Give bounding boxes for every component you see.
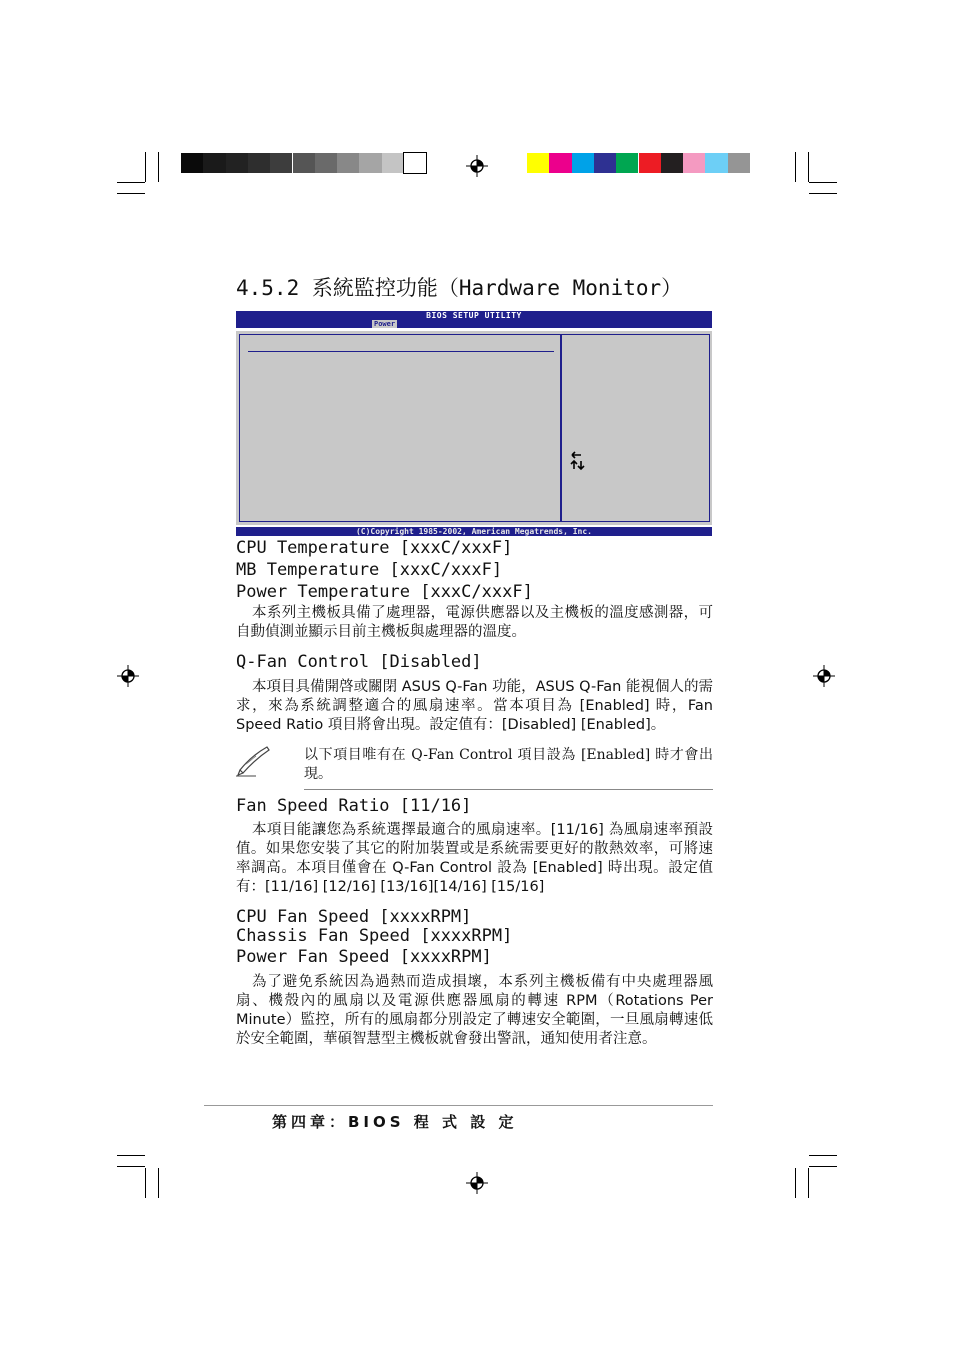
color-swatch <box>248 153 270 173</box>
crop-mark <box>808 1168 809 1198</box>
mb-temperature-heading: MB Temperature [xxxC/xxxF] <box>236 560 503 580</box>
bios-divider <box>248 351 554 352</box>
color-swatch <box>226 153 248 173</box>
color-swatch <box>616 153 638 173</box>
power-fan-speed-heading: Power Fan Speed [xxxxRPM] <box>236 947 492 967</box>
section-title: 4.5.2 系統監控功能（Hardware Monitor） <box>236 276 683 300</box>
bios-main-panel <box>239 334 561 522</box>
crop-mark <box>117 1155 145 1156</box>
crop-mark <box>795 1168 796 1198</box>
chassis-fan-speed-heading: Chassis Fan Speed [xxxxRPM] <box>236 926 513 946</box>
color-swatch <box>315 153 337 173</box>
bios-body <box>236 331 712 525</box>
color-swatch <box>594 153 616 173</box>
crop-mark <box>145 1168 146 1198</box>
crop-mark <box>809 193 837 194</box>
color-swatch <box>404 153 426 173</box>
color-swatch <box>293 153 315 173</box>
cpu-fan-speed-heading: CPU Fan Speed [xxxxRPM] <box>236 907 472 927</box>
bios-copyright: (C)Copyright 1985-2002, American Megatrends, Inc. <box>236 527 712 536</box>
color-swatch <box>705 153 727 173</box>
bios-title: BIOS SETUP UTILITY <box>426 311 522 320</box>
crop-mark <box>809 182 837 183</box>
crop-mark <box>809 1155 837 1156</box>
color-swatch <box>337 153 359 173</box>
crop-mark <box>117 182 145 183</box>
crop-mark <box>145 152 146 182</box>
color-swatch <box>639 153 661 173</box>
cpu-temperature-heading: CPU Temperature [xxxC/xxxF] <box>236 538 513 558</box>
registration-mark-icon <box>466 155 488 177</box>
color-swatch <box>661 153 683 173</box>
crop-mark <box>808 152 809 182</box>
chapter-footer: 第四章：BIOS 程 式 設 定 <box>272 1113 518 1131</box>
registration-mark-icon <box>117 665 139 687</box>
color-swatch <box>181 153 203 173</box>
arrows-icon <box>570 451 586 471</box>
color-swatch <box>527 153 549 173</box>
footer-divider <box>204 1105 713 1106</box>
crop-mark <box>117 1166 145 1167</box>
crop-mark <box>809 1166 837 1167</box>
power-temperature-heading: Power Temperature [xxxC/xxxF] <box>236 582 533 602</box>
crop-mark <box>158 152 159 182</box>
color-swatch <box>572 153 594 173</box>
color-swatch <box>359 153 381 173</box>
color-swatch <box>270 153 292 173</box>
fan-speed-description: 為了避免系統因為過熱而造成損壞，本系列主機板備有中央處理器風扇、機殼內的風扇以及電源供應器風扇的轉速 RPM（Rotations Per Minute）監控，所有的風扇都分別設定了轉速安全範圍，一旦風扇轉速低於安全範圍，華碩智慧型主機板就會發出警訊，通知使用者注意。 <box>236 974 713 1047</box>
temperature-description: 本系列主機板具備了處理器，電源供應器以及主機板的溫度感測器，可自動偵測並顯示目前主機板與處理器的溫度。 <box>236 605 713 640</box>
registration-mark-icon <box>813 665 835 687</box>
crop-mark <box>795 152 796 182</box>
bios-tab-power[interactable]: Power <box>374 320 396 328</box>
color-swatch <box>728 153 750 173</box>
color-swatch <box>683 153 705 173</box>
fan-speed-ratio-description: 本項目能讓您為系統選擇最適合的風扇速率。[11/16] 為風扇速率預設值。如果您安裝了其它的附加裝置或是系統需要更好的散熱效率，可將速率調高。本項目僅會在 Q-Fan Control 設為 [Enabled] 時出現。設定值有：[11/16] [12/16] [13/16][14/16] [15/16] <box>236 822 713 895</box>
qfan-description: 本項目具備開啓或關閉 ASUS Q-Fan 功能，ASUS Q-Fan 能視個人的需求，來為系統調整適合的風扇速率。當本項目為 [Enabled] 時，Fan Speed Ratio 項目將會出現。設定值有：[Disabled] [Enabled]。 <box>236 679 713 733</box>
registration-mark-icon <box>466 1172 488 1194</box>
color-swatch <box>549 153 571 173</box>
bios-help-panel <box>561 334 710 522</box>
color-swatch <box>382 153 404 173</box>
crop-mark <box>158 1168 159 1198</box>
bios-header <box>236 311 712 328</box>
crop-mark <box>117 193 145 194</box>
note-pen-icon <box>234 744 274 778</box>
color-swatch <box>203 153 225 173</box>
note-text: 以下項目唯有在 Q-Fan Control 項目設為 [Enabled] 時才會出現。 <box>304 747 713 782</box>
note-divider <box>304 789 713 790</box>
fan-speed-ratio-heading: Fan Speed Ratio [11/16] <box>236 796 472 816</box>
qfan-control-heading: Q-Fan Control [Disabled] <box>236 652 482 672</box>
